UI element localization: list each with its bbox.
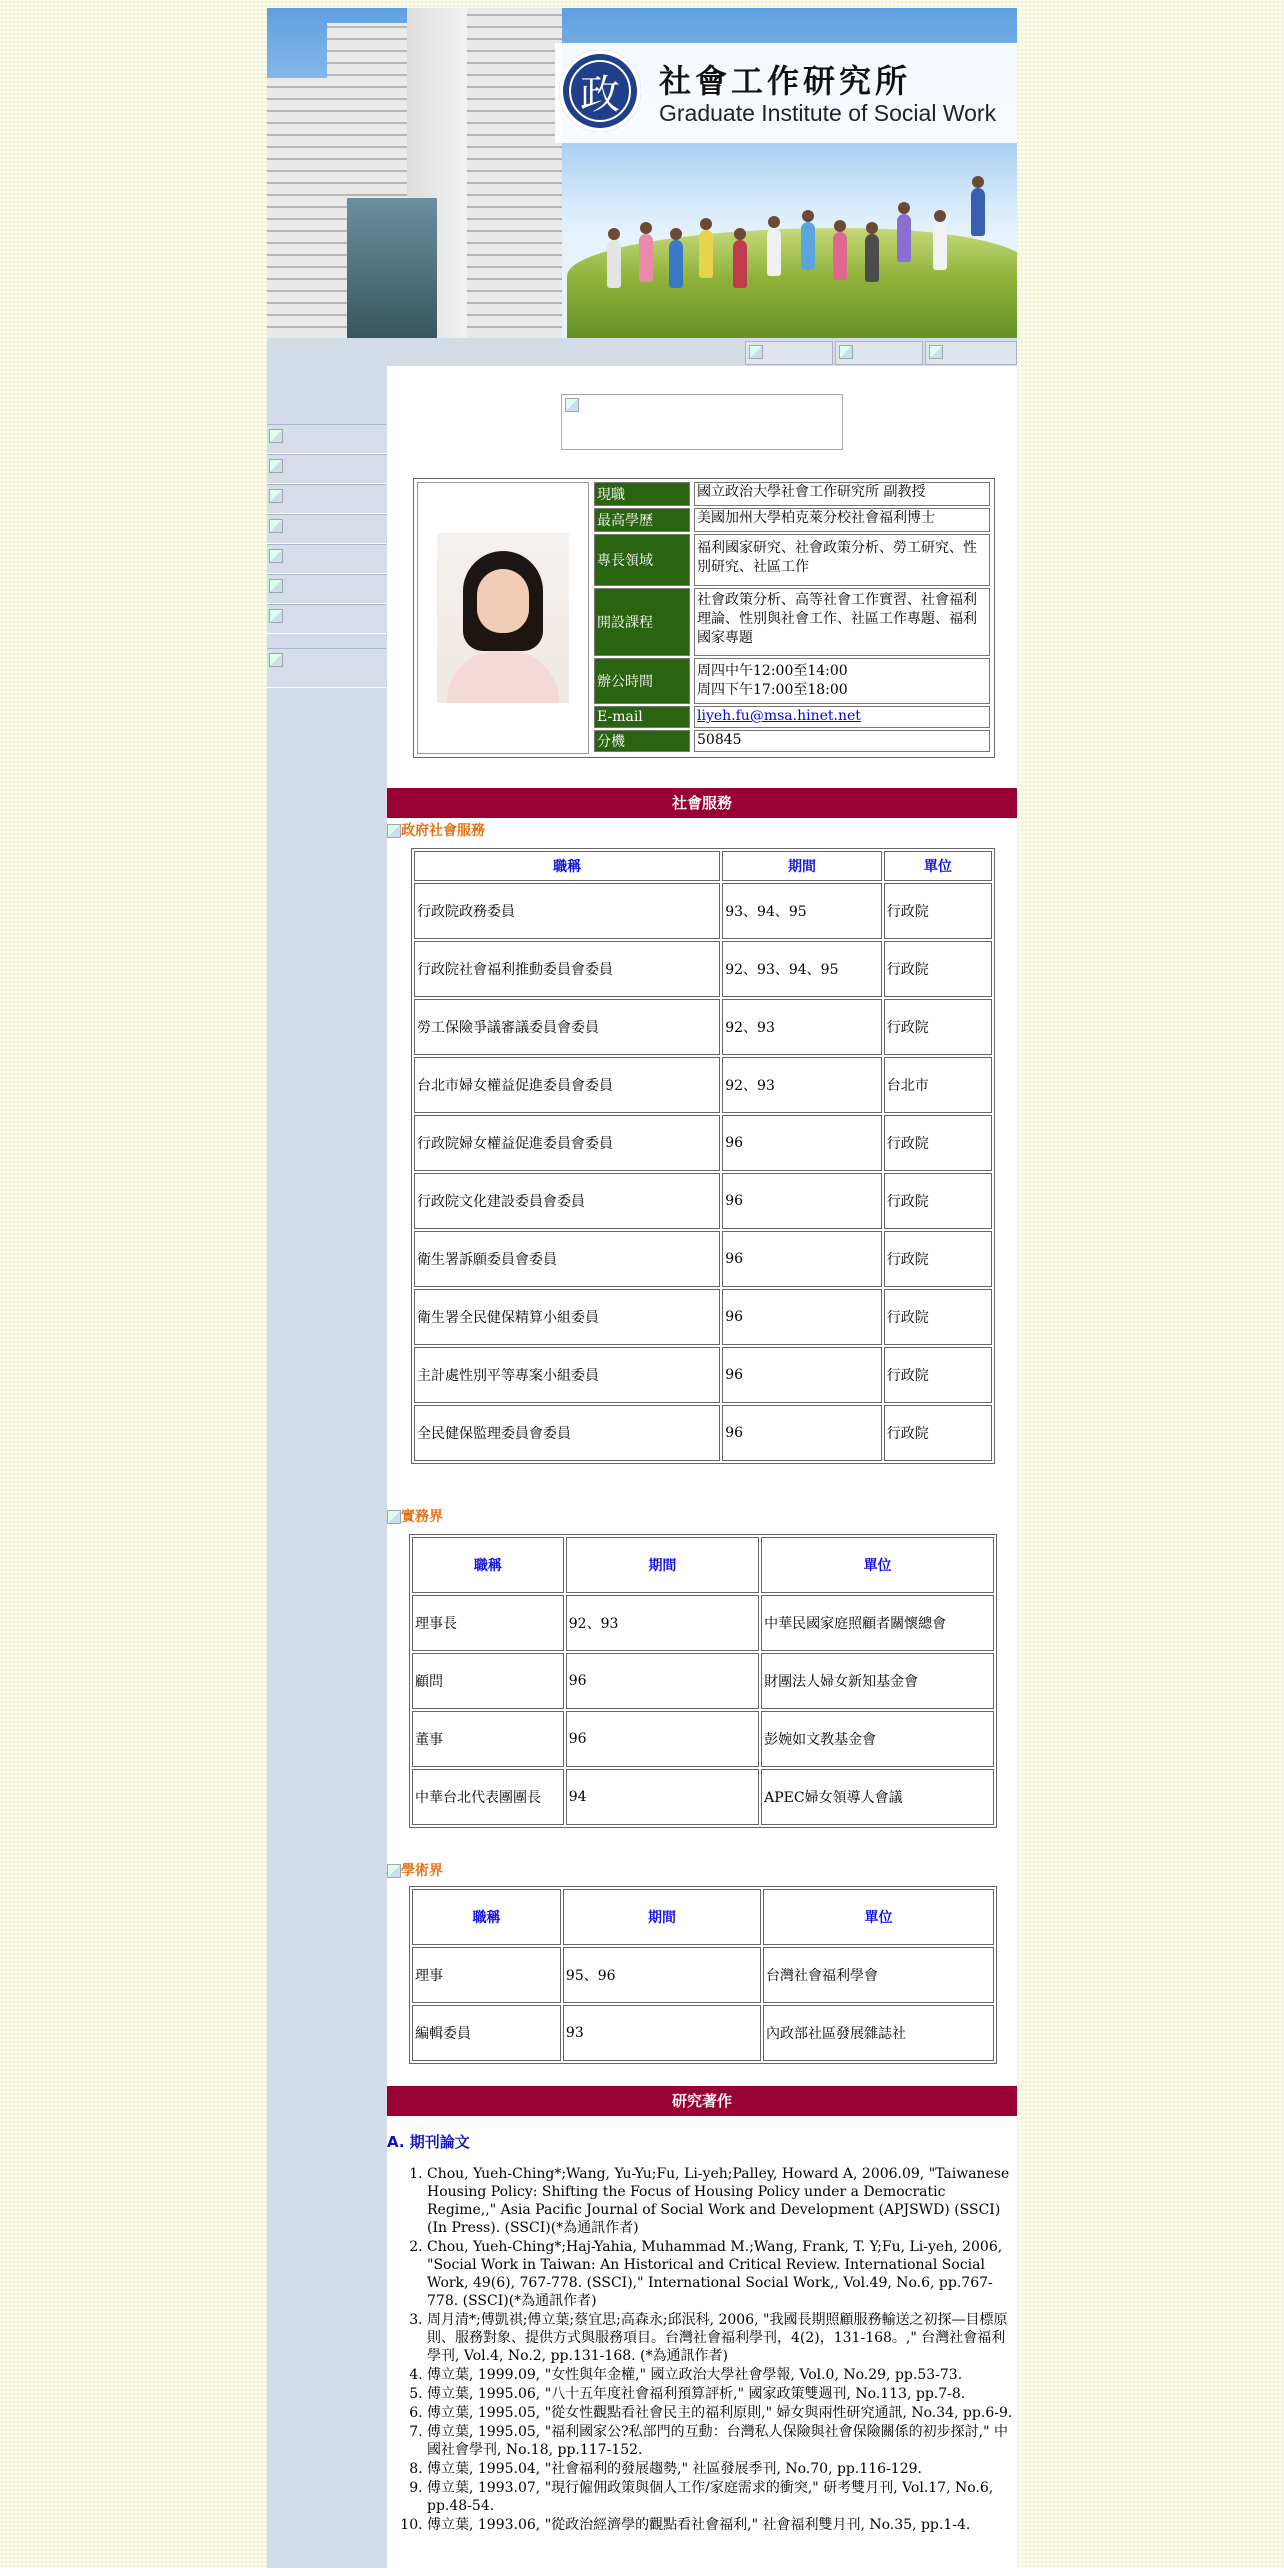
jumping-person: [669, 240, 683, 288]
sidebar: [267, 366, 387, 2568]
sidebar-item-6[interactable]: [267, 574, 386, 604]
jumping-person: [699, 230, 713, 278]
column-header: 職稱: [412, 1537, 564, 1593]
table-cell: 台北市婦女權益促進委員會委員: [414, 1057, 720, 1113]
table-cell: 92、93: [722, 999, 882, 1055]
grass-hill: [567, 228, 1017, 338]
table-cell: 中華民國家庭照顧者關懷總會: [761, 1595, 994, 1651]
publication-item: 2. Chou, Yueh-Ching*;Haj-Yahia, Muhammad M.;Wang, Frank, T. Y;Fu, Li-yeh, 2006, "Social Work in Taiwan: An Historical and Critical Review. International Social Work, 49(6), 767-778. (SSCI)," International Social Work,, Vol.49, No.6, pp.767-778. (SSCI)(*為通訊作者): [427, 2238, 1013, 2310]
broken-image-icon: [269, 609, 283, 623]
table-row: [412, 1711, 994, 1767]
sidebar-item-7[interactable]: [267, 604, 386, 634]
research-header: 研究著作: [387, 2086, 1017, 2116]
government-service-heading: [387, 820, 485, 840]
broken-image-icon: [269, 519, 283, 533]
office-hours-line: 周四中午12:00至14:00: [697, 663, 848, 679]
profile-value: 國立政治大學社會工作研究所 副教授: [694, 482, 990, 506]
sidebar-item-8[interactable]: [267, 648, 386, 688]
jumping-person: [897, 214, 911, 262]
table-cell: 行政院政務委員: [414, 883, 720, 939]
jumping-person: [801, 222, 815, 270]
sidebar-item-3[interactable]: [267, 484, 386, 514]
table-row: [414, 883, 992, 939]
table-cell: 編輯委員: [412, 2005, 561, 2061]
table-cell: 93、94、95: [722, 883, 882, 939]
profile-label: 辦公時間: [594, 658, 690, 704]
table-cell: 行政院社會福利推動委員會委員: [414, 941, 720, 997]
table-cell: 中華台北代表團團長: [412, 1769, 564, 1825]
table-cell: 96: [722, 1289, 882, 1345]
profile-value: 社會政策分析、高等社會工作實習、社會福利理論、性別與社會工作、社區工作專題、福利國家專題: [694, 588, 990, 656]
sidebar-item-2[interactable]: [267, 454, 386, 484]
column-header: 期間: [566, 1537, 759, 1593]
profile-row-expertise: [594, 534, 990, 586]
table-cell: 94: [566, 1769, 759, 1825]
profile-row-email: [594, 706, 990, 728]
table-cell: APEC婦女領導人會議: [761, 1769, 994, 1825]
subheading-label: 學術界: [401, 1863, 443, 1879]
table-row: [414, 1057, 992, 1113]
broken-image-icon: [387, 824, 401, 838]
profile-row-office-hours: [594, 658, 990, 704]
academic-heading: [387, 1860, 443, 1880]
profile-photo: [437, 533, 569, 703]
table-cell: 96: [722, 1347, 882, 1403]
jumping-person: [865, 234, 879, 282]
glass-building: [347, 198, 437, 338]
email-link[interactable]: liyeh.fu@msa.hinet.net: [697, 708, 861, 724]
column-header: 期間: [563, 1889, 761, 1945]
publication-item: 10. 傅立葉, 1993.06, "從政治經濟學的觀點看社會福利," 社會福利雙月刊, No.35, pp.1-4.: [427, 2516, 1013, 2534]
jumping-person: [971, 188, 985, 236]
publication-item: 5. 傅立葉, 1995.06, "八十五年度社會福利預算評析," 國家政策雙週刊, No.113, pp.7-8.: [427, 2385, 1013, 2403]
table-cell: 行政院: [884, 1289, 992, 1345]
profile-row-position: [594, 482, 990, 506]
column-header: 單位: [761, 1537, 994, 1593]
table-row: [412, 2005, 994, 2061]
nav-button-3[interactable]: [925, 341, 1017, 365]
broken-image-icon: [749, 345, 763, 359]
table-cell: 96: [566, 1711, 759, 1767]
jumping-person: [733, 240, 747, 288]
table-row: [412, 1769, 994, 1825]
broken-image-icon: [269, 429, 283, 443]
publication-item: 6. 傅立葉, 1995.05, "從女性觀點看社會民主的福利原則," 婦女與兩性研究通訊, No.34, pp.6-9.: [427, 2404, 1013, 2422]
table-cell: 行政院: [884, 1231, 992, 1287]
broken-image-icon: [839, 345, 853, 359]
table-row: [414, 1173, 992, 1229]
university-logo: [559, 50, 641, 132]
logo-glyph: 政: [580, 71, 620, 118]
institute-title-en: Graduate Institute of Social Work: [659, 100, 997, 126]
table-header-row: [412, 1889, 994, 1945]
table-header-row: [412, 1537, 994, 1593]
practice-heading: [387, 1506, 443, 1526]
subheading-label: 政府社會服務: [401, 823, 485, 839]
subheading-label: 實務界: [401, 1509, 443, 1525]
profile-label: 專長領域: [594, 534, 690, 586]
table-cell: 行政院: [884, 999, 992, 1055]
table-cell: 96: [722, 1231, 882, 1287]
table-row: [414, 1115, 992, 1171]
jumping-person: [767, 228, 781, 276]
table-row: [414, 1347, 992, 1403]
profile-label: 開設課程: [594, 588, 690, 656]
profile-label: 最高學歷: [594, 508, 690, 532]
broken-image-icon: [565, 398, 579, 412]
office-hours-line: 周四下午17:00至18:00: [697, 682, 848, 698]
table-cell: 財團法人婦女新知基金會: [761, 1653, 994, 1709]
table-cell: 93: [563, 2005, 761, 2061]
broken-image-icon: [269, 459, 283, 473]
publication-item: 9. 傅立葉, 1993.07, "現行僱佣政策與個人工作/家庭需求的衝突," 研考雙月刊, Vol.17, No.6, pp.48-54.: [427, 2479, 1013, 2515]
institute-title-cn: 社會工作研究所: [659, 62, 912, 100]
table-cell: 顧問: [412, 1653, 564, 1709]
broken-image-icon: [269, 579, 283, 593]
table-cell: 96: [722, 1405, 882, 1461]
table-cell: 理事: [412, 1947, 561, 2003]
sidebar-item-4[interactable]: [267, 514, 386, 544]
broken-image-icon: [269, 489, 283, 503]
top-nav-bar: [267, 338, 1017, 366]
jumping-person: [933, 222, 947, 270]
column-header: 單位: [884, 851, 992, 881]
profile-row-courses: [594, 588, 990, 656]
nav-button-2[interactable]: [835, 341, 923, 365]
table-cell: 行政院: [884, 883, 992, 939]
table-cell: 主計處性別平等專案小組委員: [414, 1347, 720, 1403]
column-header: 職稱: [414, 851, 720, 881]
title-image-placeholder: [561, 394, 843, 450]
table-cell: 92、93、94、95: [722, 941, 882, 997]
table-cell: 92、93: [722, 1057, 882, 1113]
profile-label: 分機: [594, 730, 690, 752]
profile-value: [694, 658, 990, 704]
table-row: [414, 1405, 992, 1461]
table-cell: 台灣社會福利學會: [763, 1947, 994, 2003]
practice-table: [409, 1534, 997, 1828]
table-cell: 行政院: [884, 941, 992, 997]
table-cell: 全民健保監理委員會委員: [414, 1405, 720, 1461]
column-header: 單位: [763, 1889, 994, 1945]
table-cell: 衛生署訴願委員會委員: [414, 1231, 720, 1287]
sidebar-item-5[interactable]: [267, 544, 386, 574]
table-cell: 95、96: [563, 1947, 761, 2003]
table-cell: 勞工保險爭議審議委員會委員: [414, 999, 720, 1055]
table-cell: 行政院: [884, 1115, 992, 1171]
publication-item: 8. 傅立葉, 1995.04, "社會福利的發展趨勢," 社區發展季刊, No.70, pp.116-129.: [427, 2460, 1013, 2478]
photo-cell: [417, 482, 589, 754]
table-cell: 行政院婦女權益促進委員會委員: [414, 1115, 720, 1171]
table-row: [414, 1231, 992, 1287]
profile-table: [413, 478, 995, 758]
profile-row-education: [594, 508, 990, 532]
table-row: [412, 1595, 994, 1651]
government-service-table: [411, 848, 995, 1464]
profile-value: 50845: [694, 730, 990, 752]
publication-item: 7. 傅立葉, 1995.05, "福利國家公?私部門的互動：台灣私人保險與社會保險關係的初步探討," 中國社會學刊, No.18, pp.117-152.: [427, 2423, 1013, 2459]
jumping-person: [607, 240, 621, 288]
sidebar-item-1[interactable]: [267, 424, 386, 454]
profile-row-extension: [594, 730, 990, 752]
table-cell: 96: [566, 1653, 759, 1709]
academic-table: [409, 1886, 997, 2064]
table-header-row: [414, 851, 992, 881]
profile-label: 現職: [594, 482, 690, 506]
page-container: [267, 8, 1017, 2568]
profile-value: 福利國家研究、社會政策分析、勞工研究、性別研究、社區工作: [694, 534, 990, 586]
profile-value: 美國加州大學柏克萊分校社會福利博士: [694, 508, 990, 532]
table-cell: 彭婉如文教基金會: [761, 1711, 994, 1767]
table-cell: 96: [722, 1115, 882, 1171]
broken-image-icon: [269, 653, 283, 667]
nav-button-1[interactable]: [745, 341, 833, 365]
table-cell: 衛生署全民健保精算小組委員: [414, 1289, 720, 1345]
broken-image-icon: [387, 1864, 401, 1878]
journal-papers-heading: A. 期刊論文: [387, 2133, 470, 2151]
profile-label: E-mail: [594, 706, 690, 728]
table-cell: 台北市: [884, 1057, 992, 1113]
publication-item: 3. 周月清*;傅凱祺;傅立葉;蔡宜思;高森永;邱泯科, 2006, "我國長期照顧服務輸送之初探—目標原則、服務對象、提供方式與服務項目。台灣社會福利學刊，4(2)，131-168。," 台灣社會福利學刊, Vol.4, No.2, pp.131-168. (*為通訊作者): [427, 2311, 1013, 2365]
broken-image-icon: [387, 1510, 401, 1524]
table-row: [414, 1289, 992, 1345]
table-cell: 行政院: [884, 1347, 992, 1403]
table-cell: 理事長: [412, 1595, 564, 1651]
table-cell: 96: [722, 1173, 882, 1229]
table-row: [412, 1947, 994, 2003]
jumping-person: [833, 232, 847, 280]
column-header: 期間: [722, 851, 882, 881]
table-cell: 內政部社區發展雜誌社: [763, 2005, 994, 2061]
table-row: [414, 999, 992, 1055]
table-cell: 董事: [412, 1711, 564, 1767]
table-row: [414, 941, 992, 997]
publication-item: 1. Chou, Yueh-Ching*;Wang, Yu-Yu;Fu, Li-yeh;Palley, Howard A, 2006.09, "Taiwanese Housing Policy: Shifting the Focus of Housing Policy under a Democratic Regime,," Asia Pacific Journal of Social Work and Development (APJSWD) (SSCI) (In Press). (SSCI)(*為通訊作者): [427, 2165, 1013, 2237]
publication-item: 4. 傅立葉, 1999.09, "女性與年金權," 國立政治大學社會學報, Vol.0, No.29, pp.53-73.: [427, 2366, 1013, 2384]
table-row: [412, 1653, 994, 1709]
jumping-person: [639, 234, 653, 282]
table-cell: 行政院: [884, 1173, 992, 1229]
broken-image-icon: [269, 549, 283, 563]
header-banner: [267, 8, 1017, 338]
publication-list: [387, 2165, 1013, 2535]
broken-image-icon: [929, 345, 943, 359]
table-cell: 行政院: [884, 1405, 992, 1461]
profile-value: [694, 706, 990, 728]
table-cell: 行政院文化建設委員會委員: [414, 1173, 720, 1229]
table-cell: 92、93: [566, 1595, 759, 1651]
building-right: [467, 8, 562, 338]
social-service-header: 社會服務: [387, 788, 1017, 818]
column-header: 職稱: [412, 1889, 561, 1945]
